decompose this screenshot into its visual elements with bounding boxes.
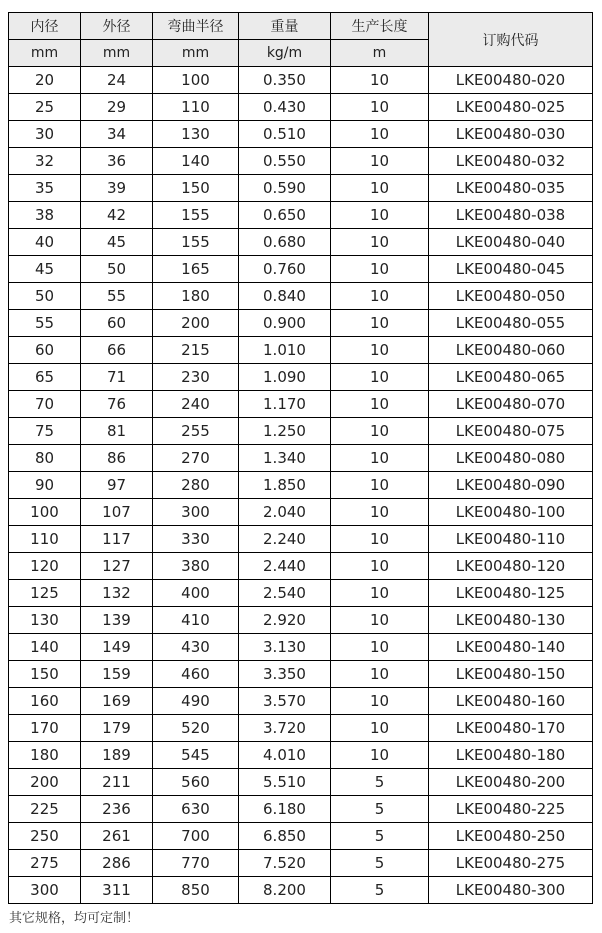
cell-bend-radius: 330 xyxy=(153,526,239,553)
cell-order-code: LKE00480-050 xyxy=(429,283,593,310)
table-row xyxy=(9,661,593,688)
spec-table xyxy=(8,12,593,904)
table-body xyxy=(9,67,593,904)
cell-outer-diameter: 139 xyxy=(81,607,153,634)
cell-order-code: LKE00480-170 xyxy=(429,715,593,742)
cell-order-code: LKE00480-070 xyxy=(429,391,593,418)
cell-production-length: 10 xyxy=(331,364,429,391)
table-row xyxy=(9,553,593,580)
cell-weight: 2.540 xyxy=(239,580,331,607)
cell-inner-diameter: 32 xyxy=(9,148,81,175)
cell-order-code: LKE00480-300 xyxy=(429,877,593,904)
table-row xyxy=(9,445,593,472)
cell-production-length: 10 xyxy=(331,661,429,688)
cell-weight: 0.650 xyxy=(239,202,331,229)
cell-inner-diameter: 110 xyxy=(9,526,81,553)
table-header xyxy=(9,13,593,67)
header-row-names xyxy=(9,13,593,40)
cell-production-length: 10 xyxy=(331,310,429,337)
cell-bend-radius: 545 xyxy=(153,742,239,769)
cell-production-length: 10 xyxy=(331,121,429,148)
cell-bend-radius: 410 xyxy=(153,607,239,634)
cell-order-code: LKE00480-100 xyxy=(429,499,593,526)
cell-outer-diameter: 169 xyxy=(81,688,153,715)
cell-outer-diameter: 36 xyxy=(81,148,153,175)
cell-inner-diameter: 200 xyxy=(9,769,81,796)
cell-weight: 0.510 xyxy=(239,121,331,148)
cell-outer-diameter: 34 xyxy=(81,121,153,148)
cell-production-length: 5 xyxy=(331,769,429,796)
cell-production-length: 5 xyxy=(331,823,429,850)
table-row xyxy=(9,607,593,634)
cell-bend-radius: 700 xyxy=(153,823,239,850)
cell-outer-diameter: 81 xyxy=(81,418,153,445)
cell-weight: 0.900 xyxy=(239,310,331,337)
cell-order-code: LKE00480-250 xyxy=(429,823,593,850)
cell-order-code: LKE00480-120 xyxy=(429,553,593,580)
cell-bend-radius: 560 xyxy=(153,769,239,796)
cell-outer-diameter: 60 xyxy=(81,310,153,337)
cell-inner-diameter: 160 xyxy=(9,688,81,715)
cell-outer-diameter: 117 xyxy=(81,526,153,553)
cell-bend-radius: 110 xyxy=(153,94,239,121)
unit-outer-diameter: mm xyxy=(81,40,153,67)
cell-outer-diameter: 179 xyxy=(81,715,153,742)
cell-outer-diameter: 76 xyxy=(81,391,153,418)
cell-production-length: 10 xyxy=(331,445,429,472)
cell-weight: 0.430 xyxy=(239,94,331,121)
cell-inner-diameter: 40 xyxy=(9,229,81,256)
cell-outer-diameter: 211 xyxy=(81,769,153,796)
cell-inner-diameter: 45 xyxy=(9,256,81,283)
cell-inner-diameter: 70 xyxy=(9,391,81,418)
cell-bend-radius: 400 xyxy=(153,580,239,607)
cell-production-length: 10 xyxy=(331,148,429,175)
table-row xyxy=(9,391,593,418)
cell-order-code: LKE00480-032 xyxy=(429,148,593,175)
cell-bend-radius: 155 xyxy=(153,229,239,256)
cell-production-length: 10 xyxy=(331,580,429,607)
cell-production-length: 10 xyxy=(331,607,429,634)
cell-order-code: LKE00480-200 xyxy=(429,769,593,796)
cell-outer-diameter: 149 xyxy=(81,634,153,661)
cell-outer-diameter: 127 xyxy=(81,553,153,580)
cell-outer-diameter: 261 xyxy=(81,823,153,850)
cell-weight: 3.720 xyxy=(239,715,331,742)
cell-order-code: LKE00480-030 xyxy=(429,121,593,148)
cell-inner-diameter: 80 xyxy=(9,445,81,472)
cell-bend-radius: 150 xyxy=(153,175,239,202)
table-row xyxy=(9,148,593,175)
cell-weight: 1.010 xyxy=(239,337,331,364)
cell-weight: 1.340 xyxy=(239,445,331,472)
unit-bend-radius: mm xyxy=(153,40,239,67)
table-row xyxy=(9,877,593,904)
cell-outer-diameter: 24 xyxy=(81,67,153,94)
cell-order-code: LKE00480-025 xyxy=(429,94,593,121)
cell-outer-diameter: 132 xyxy=(81,580,153,607)
cell-inner-diameter: 300 xyxy=(9,877,81,904)
cell-outer-diameter: 86 xyxy=(81,445,153,472)
table-row xyxy=(9,121,593,148)
cell-bend-radius: 430 xyxy=(153,634,239,661)
table-row xyxy=(9,94,593,121)
cell-outer-diameter: 97 xyxy=(81,472,153,499)
cell-weight: 0.590 xyxy=(239,175,331,202)
cell-order-code: LKE00480-045 xyxy=(429,256,593,283)
cell-bend-radius: 460 xyxy=(153,661,239,688)
cell-order-code: LKE00480-055 xyxy=(429,310,593,337)
cell-weight: 1.170 xyxy=(239,391,331,418)
table-row xyxy=(9,418,593,445)
cell-bend-radius: 240 xyxy=(153,391,239,418)
header-outer-diameter: 外径 xyxy=(81,13,153,40)
cell-order-code: LKE00480-125 xyxy=(429,580,593,607)
cell-order-code: LKE00480-038 xyxy=(429,202,593,229)
footnote: 其它规格，均可定制！ xyxy=(9,911,140,926)
cell-inner-diameter: 120 xyxy=(9,553,81,580)
cell-order-code: LKE00480-040 xyxy=(429,229,593,256)
cell-weight: 0.760 xyxy=(239,256,331,283)
cell-bend-radius: 140 xyxy=(153,148,239,175)
cell-weight: 0.680 xyxy=(239,229,331,256)
cell-production-length: 5 xyxy=(331,850,429,877)
table-row xyxy=(9,337,593,364)
header-production-length: 生产长度 xyxy=(331,13,429,40)
cell-outer-diameter: 311 xyxy=(81,877,153,904)
cell-weight: 8.200 xyxy=(239,877,331,904)
cell-outer-diameter: 286 xyxy=(81,850,153,877)
cell-bend-radius: 380 xyxy=(153,553,239,580)
cell-production-length: 10 xyxy=(331,175,429,202)
cell-inner-diameter: 150 xyxy=(9,661,81,688)
cell-inner-diameter: 225 xyxy=(9,796,81,823)
cell-order-code: LKE00480-275 xyxy=(429,850,593,877)
cell-weight: 1.250 xyxy=(239,418,331,445)
cell-weight: 7.520 xyxy=(239,850,331,877)
cell-production-length: 10 xyxy=(331,634,429,661)
table-row xyxy=(9,67,593,94)
table-row xyxy=(9,175,593,202)
cell-production-length: 10 xyxy=(331,499,429,526)
cell-outer-diameter: 236 xyxy=(81,796,153,823)
table-row xyxy=(9,715,593,742)
cell-production-length: 10 xyxy=(331,202,429,229)
header-inner-diameter: 内径 xyxy=(9,13,81,40)
cell-inner-diameter: 50 xyxy=(9,283,81,310)
cell-outer-diameter: 107 xyxy=(81,499,153,526)
cell-bend-radius: 300 xyxy=(153,499,239,526)
cell-outer-diameter: 189 xyxy=(81,742,153,769)
cell-bend-radius: 165 xyxy=(153,256,239,283)
cell-outer-diameter: 55 xyxy=(81,283,153,310)
cell-bend-radius: 180 xyxy=(153,283,239,310)
cell-weight: 2.040 xyxy=(239,499,331,526)
cell-weight: 1.090 xyxy=(239,364,331,391)
table-row xyxy=(9,850,593,877)
cell-inner-diameter: 65 xyxy=(9,364,81,391)
cell-outer-diameter: 50 xyxy=(81,256,153,283)
cell-production-length: 5 xyxy=(331,877,429,904)
cell-bend-radius: 490 xyxy=(153,688,239,715)
unit-inner-diameter: mm xyxy=(9,40,81,67)
cell-order-code: LKE00480-090 xyxy=(429,472,593,499)
table-row xyxy=(9,526,593,553)
header-weight: 重量 xyxy=(239,13,331,40)
cell-outer-diameter: 42 xyxy=(81,202,153,229)
table-row xyxy=(9,256,593,283)
cell-bend-radius: 270 xyxy=(153,445,239,472)
table-row xyxy=(9,229,593,256)
cell-outer-diameter: 159 xyxy=(81,661,153,688)
cell-inner-diameter: 140 xyxy=(9,634,81,661)
cell-weight: 3.570 xyxy=(239,688,331,715)
cell-weight: 2.240 xyxy=(239,526,331,553)
cell-bend-radius: 520 xyxy=(153,715,239,742)
cell-bend-radius: 155 xyxy=(153,202,239,229)
cell-order-code: LKE00480-060 xyxy=(429,337,593,364)
cell-order-code: LKE00480-020 xyxy=(429,67,593,94)
cell-bend-radius: 130 xyxy=(153,121,239,148)
cell-inner-diameter: 75 xyxy=(9,418,81,445)
cell-inner-diameter: 250 xyxy=(9,823,81,850)
cell-weight: 5.510 xyxy=(239,769,331,796)
cell-order-code: LKE00480-130 xyxy=(429,607,593,634)
cell-production-length: 5 xyxy=(331,796,429,823)
cell-bend-radius: 200 xyxy=(153,310,239,337)
cell-order-code: LKE00480-075 xyxy=(429,418,593,445)
cell-order-code: LKE00480-150 xyxy=(429,661,593,688)
cell-weight: 6.850 xyxy=(239,823,331,850)
cell-production-length: 10 xyxy=(331,283,429,310)
cell-production-length: 10 xyxy=(331,391,429,418)
cell-bend-radius: 215 xyxy=(153,337,239,364)
table-row xyxy=(9,202,593,229)
cell-order-code: LKE00480-140 xyxy=(429,634,593,661)
cell-order-code: LKE00480-180 xyxy=(429,742,593,769)
cell-outer-diameter: 39 xyxy=(81,175,153,202)
table-row xyxy=(9,472,593,499)
cell-production-length: 10 xyxy=(331,472,429,499)
cell-order-code: LKE00480-035 xyxy=(429,175,593,202)
cell-bend-radius: 100 xyxy=(153,67,239,94)
cell-order-code: LKE00480-080 xyxy=(429,445,593,472)
cell-bend-radius: 255 xyxy=(153,418,239,445)
cell-order-code: LKE00480-110 xyxy=(429,526,593,553)
cell-weight: 0.840 xyxy=(239,283,331,310)
table-row xyxy=(9,823,593,850)
cell-production-length: 10 xyxy=(331,94,429,121)
cell-order-code: LKE00480-065 xyxy=(429,364,593,391)
cell-bend-radius: 230 xyxy=(153,364,239,391)
cell-outer-diameter: 45 xyxy=(81,229,153,256)
header-order-code: 订购代码 xyxy=(429,13,593,67)
table-row xyxy=(9,742,593,769)
cell-inner-diameter: 130 xyxy=(9,607,81,634)
cell-bend-radius: 850 xyxy=(153,877,239,904)
unit-weight: kg/m xyxy=(239,40,331,67)
cell-inner-diameter: 20 xyxy=(9,67,81,94)
cell-production-length: 10 xyxy=(331,553,429,580)
table-row xyxy=(9,283,593,310)
table-row xyxy=(9,364,593,391)
cell-production-length: 10 xyxy=(331,67,429,94)
cell-weight: 3.130 xyxy=(239,634,331,661)
cell-weight: 0.350 xyxy=(239,67,331,94)
cell-production-length: 10 xyxy=(331,742,429,769)
cell-weight: 2.440 xyxy=(239,553,331,580)
cell-inner-diameter: 30 xyxy=(9,121,81,148)
header-bend-radius: 弯曲半径 xyxy=(153,13,239,40)
cell-inner-diameter: 100 xyxy=(9,499,81,526)
cell-inner-diameter: 38 xyxy=(9,202,81,229)
table-row xyxy=(9,688,593,715)
cell-production-length: 10 xyxy=(331,688,429,715)
cell-order-code: LKE00480-160 xyxy=(429,688,593,715)
cell-weight: 1.850 xyxy=(239,472,331,499)
cell-outer-diameter: 29 xyxy=(81,94,153,121)
table-row xyxy=(9,796,593,823)
cell-outer-diameter: 71 xyxy=(81,364,153,391)
cell-inner-diameter: 35 xyxy=(9,175,81,202)
table-row xyxy=(9,499,593,526)
cell-production-length: 10 xyxy=(331,337,429,364)
table-row xyxy=(9,769,593,796)
cell-inner-diameter: 180 xyxy=(9,742,81,769)
table-row xyxy=(9,310,593,337)
cell-production-length: 10 xyxy=(331,418,429,445)
table-row xyxy=(9,580,593,607)
cell-outer-diameter: 66 xyxy=(81,337,153,364)
cell-inner-diameter: 90 xyxy=(9,472,81,499)
cell-weight: 2.920 xyxy=(239,607,331,634)
cell-inner-diameter: 25 xyxy=(9,94,81,121)
cell-weight: 4.010 xyxy=(239,742,331,769)
cell-inner-diameter: 60 xyxy=(9,337,81,364)
cell-weight: 3.350 xyxy=(239,661,331,688)
cell-bend-radius: 280 xyxy=(153,472,239,499)
cell-weight: 0.550 xyxy=(239,148,331,175)
cell-production-length: 10 xyxy=(331,256,429,283)
cell-production-length: 10 xyxy=(331,526,429,553)
table-row xyxy=(9,634,593,661)
cell-order-code: LKE00480-225 xyxy=(429,796,593,823)
cell-bend-radius: 770 xyxy=(153,850,239,877)
cell-production-length: 10 xyxy=(331,229,429,256)
unit-production-length: m xyxy=(331,40,429,67)
cell-inner-diameter: 125 xyxy=(9,580,81,607)
cell-inner-diameter: 55 xyxy=(9,310,81,337)
cell-inner-diameter: 275 xyxy=(9,850,81,877)
cell-bend-radius: 630 xyxy=(153,796,239,823)
cell-inner-diameter: 170 xyxy=(9,715,81,742)
cell-production-length: 10 xyxy=(331,715,429,742)
cell-weight: 6.180 xyxy=(239,796,331,823)
